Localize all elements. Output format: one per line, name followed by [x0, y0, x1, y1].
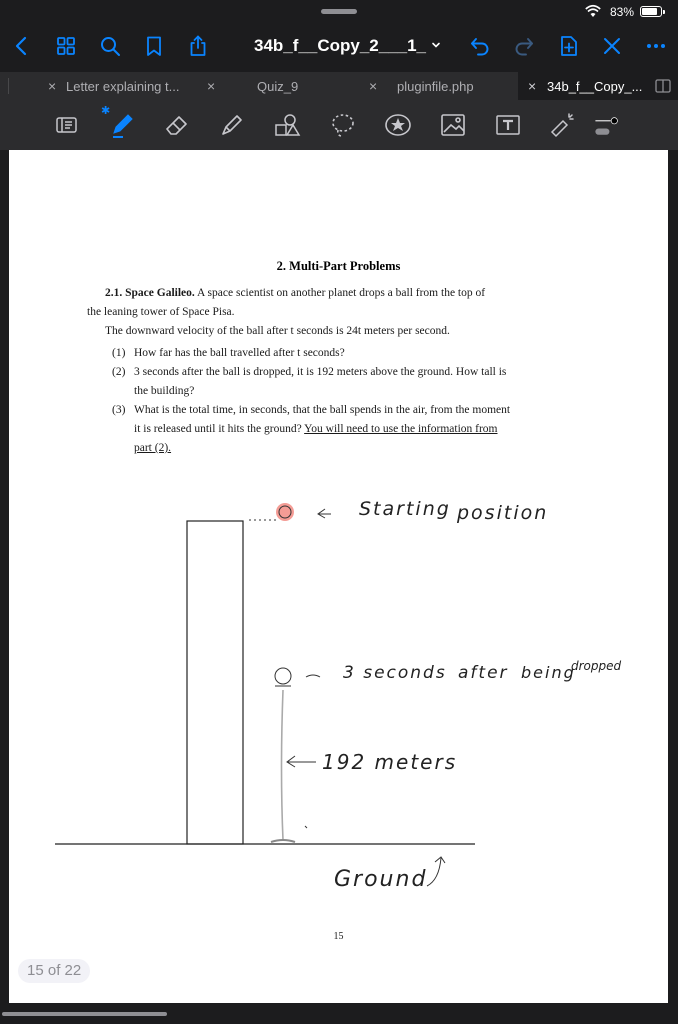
close-tab-icon[interactable]: ×	[48, 78, 57, 94]
undo-icon[interactable]	[468, 34, 492, 58]
problem-intro-cont: the leaning tower of Space Pisa.	[87, 306, 235, 318]
status-bar	[0, 0, 678, 26]
arrow-ground	[427, 857, 445, 886]
redo-icon[interactable]	[512, 34, 536, 58]
part-2-text-cont: the building?	[134, 385, 195, 397]
bottom-bar	[0, 1003, 678, 1024]
part-number: (1)	[112, 347, 126, 359]
arrow-meters	[287, 756, 316, 767]
split-view-icon[interactable]	[655, 78, 671, 94]
label-position: position	[457, 502, 549, 524]
document-title[interactable]: 34b_f__Copy_2___1_	[254, 36, 427, 55]
pdf-page[interactable]	[9, 150, 668, 1003]
sticker-icon[interactable]	[384, 111, 412, 139]
label-ground: Ground	[334, 867, 428, 892]
page-number: 15	[333, 931, 344, 942]
label-192-meters: 192 meters	[322, 750, 458, 774]
bluetooth-icon: ✱	[101, 105, 111, 117]
document-tabs	[0, 72, 678, 100]
close-icon[interactable]	[600, 34, 624, 58]
grid-icon[interactable]	[54, 34, 78, 58]
part-number: (2)	[112, 366, 126, 378]
lasso-icon[interactable]	[329, 111, 357, 139]
pen-width-icon[interactable]	[594, 111, 634, 139]
part-1-text: How far has the ball travelled after t seconds?	[134, 347, 345, 359]
problem-intro: A space scientist on another planet drops a ball from the top of	[197, 287, 486, 299]
chevron-down-icon[interactable]	[431, 40, 441, 50]
back-icon[interactable]	[10, 34, 34, 58]
close-tab-icon[interactable]: ×	[369, 78, 378, 94]
pen-icon[interactable]	[108, 111, 136, 139]
share-icon[interactable]	[186, 34, 210, 58]
problem-heading: 2.1. Space Galileo.	[105, 287, 195, 299]
battery-icon	[640, 6, 662, 17]
part-2-text: 3 seconds after the ball is dropped, it is 192 meters above the ground. How tall is	[134, 366, 507, 378]
battery-percent: 83%	[609, 5, 634, 19]
label-being: being	[521, 663, 576, 682]
eraser-icon[interactable]	[163, 111, 191, 139]
velocity-statement: The downward velocity of the ball after t seconds is 24t meters per second.	[105, 325, 450, 337]
part-3-note-cont: part (2).	[134, 442, 172, 454]
part-number: (3)	[112, 404, 126, 416]
search-icon[interactable]	[98, 34, 122, 58]
ball-3s	[275, 668, 291, 684]
height-line	[282, 690, 284, 840]
part-3-note: You will need to use the information from	[304, 423, 498, 435]
horizontal-scrollbar[interactable]	[2, 1012, 167, 1016]
label-after: after	[458, 663, 509, 683]
shapes-icon[interactable]	[273, 111, 301, 139]
tab-quiz[interactable]: × Quiz_9	[207, 78, 299, 94]
page-indicator[interactable]: 15 of 22	[18, 959, 90, 983]
text-icon[interactable]	[494, 111, 522, 139]
wifi-icon	[585, 4, 601, 18]
label-starting: Starting	[359, 498, 451, 520]
tab-letter[interactable]: × Letter explaining t...	[48, 78, 180, 94]
tab-pluginfile[interactable]: × pluginfile.php	[369, 78, 474, 94]
part-3-text: What is the total time, in seconds, that the ball spends in the air, from the moment	[134, 404, 511, 416]
laser-pointer-icon[interactable]	[549, 111, 577, 139]
more-icon[interactable]	[644, 34, 668, 58]
add-page-icon[interactable]	[557, 34, 581, 58]
section-title: 2. Multi-Part Problems	[276, 259, 401, 273]
label-3-seconds: 3 seconds	[343, 663, 447, 683]
tab-current[interactable]: × 34b_f__Copy_...	[518, 72, 678, 100]
close-tab-icon[interactable]: ×	[207, 78, 216, 94]
label-dropped: dropped	[571, 659, 622, 673]
close-tab-icon[interactable]: ×	[528, 78, 537, 94]
tower-drawing	[187, 521, 243, 844]
multitasking-grabber[interactable]	[321, 9, 357, 14]
image-icon[interactable]	[439, 111, 467, 139]
arrow-starting	[318, 509, 331, 518]
part-3-text-cont: it is released until it hits the ground?	[134, 423, 302, 435]
annotation-toolbar	[0, 100, 678, 150]
bookmark-icon[interactable]	[142, 34, 166, 58]
highlighter-icon[interactable]	[218, 111, 246, 139]
top-toolbar	[0, 26, 678, 66]
scan-icon[interactable]	[53, 111, 81, 139]
